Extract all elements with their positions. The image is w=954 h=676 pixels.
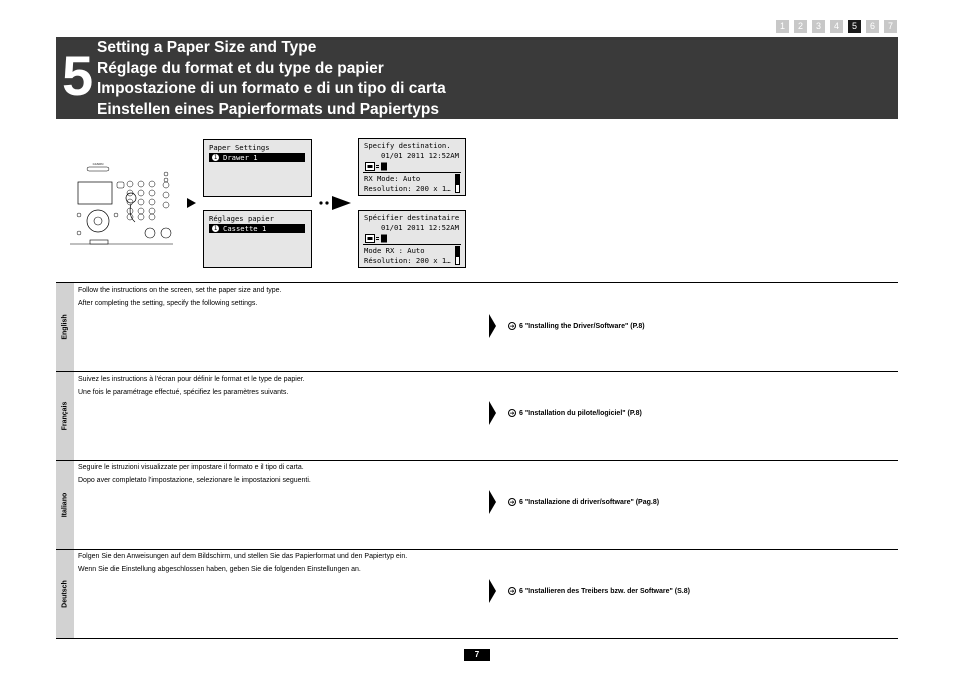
reference-text: 6 "Installieren des Treibers bzw. der Software" (S.8) (519, 587, 690, 595)
destination-icon (365, 234, 389, 243)
instruction-line: After completing the setting, specify the following settings. (78, 300, 258, 307)
panel-brand-label: CANON (92, 162, 104, 166)
lcd-item-label: Cassette 1 (223, 224, 267, 233)
instruction-text-english (78, 284, 282, 310)
lcd-selected-item (209, 153, 305, 162)
lcd-scrollbar (455, 246, 460, 265)
lcd-scrollbar (455, 174, 460, 193)
lcd-specify-destination-en (358, 138, 466, 196)
arrow-dots-icon (318, 196, 352, 210)
step-navigator (776, 20, 897, 33)
arrow-circle-icon: ➔ (509, 324, 515, 330)
lcd-resolution: Resolution: 200 x 1… (364, 184, 451, 193)
title-german: Einstellen eines Papierformats und Papiertyps (97, 100, 439, 118)
lcd-title: Réglages papier (209, 214, 274, 223)
page-number: 7 (464, 649, 490, 661)
title-italian: Impostazione di un formato e di un tipo di carta (97, 80, 446, 97)
lang-label-italian: Italiano (61, 492, 69, 518)
info-badge-icon: 1 (213, 154, 218, 161)
step-5-current[interactable]: 5 (848, 20, 861, 33)
lcd-selected-item (209, 224, 305, 233)
instruction-line: Follow the instructions on the screen, set the paper size and type. (78, 287, 282, 294)
info-badge-icon: 1 (213, 225, 218, 232)
lcd-title: Paper Settings (209, 143, 270, 152)
lcd-title: Spécifier destinataire (364, 213, 460, 222)
reference-text: 6 "Installation du pilote/logiciel" (P.8) (519, 409, 642, 417)
reference-link-german[interactable] (489, 579, 690, 603)
step-3[interactable]: 3 (812, 20, 825, 33)
lcd-paper-settings-en (203, 139, 312, 197)
instruction-text-italian (78, 461, 311, 487)
pointer-icon (489, 490, 496, 514)
instruction-text-french (78, 373, 305, 399)
instruction-line: Une fois le paramétrage effectué, spécifiez les paramètres suivants. (78, 389, 289, 396)
section-divider (56, 282, 898, 283)
title-french: Réglage du format et du type de papier (97, 59, 384, 77)
arrow-right-icon (187, 198, 196, 208)
instruction-line: Wenn Sie die Einstellung abgeschlossen haben, geben Sie die folgenden Einstellungen an. (78, 566, 361, 573)
reference-link-italian[interactable] (489, 490, 659, 514)
title-english: Setting a Paper Size and Type (97, 39, 317, 56)
lcd-datetime: 01/01 2011 12:52AM (381, 223, 459, 232)
lcd-separator (363, 172, 461, 173)
reference-link-french[interactable] (489, 401, 642, 425)
step-1[interactable]: 1 (776, 20, 789, 33)
destination-icon (365, 162, 389, 171)
instruction-line: Seguire le istruzioni visualizzate per impostare il formato e il tipo di carta. (78, 464, 304, 471)
instruction-line: Folgen Sie den Anweisungen auf dem Bildschirm, und stellen Sie das Papierformat und den Papiertyp ein. (78, 553, 408, 560)
lcd-rx-mode: RX Mode: Auto (364, 174, 421, 183)
lang-label-french: Français (61, 401, 69, 431)
arrow-circle-icon: ➔ (509, 589, 515, 595)
pointer-icon (489, 579, 496, 603)
lcd-title: Specify destination. (364, 141, 451, 150)
lcd-resolution: Résolution: 200 x 1… (364, 256, 451, 265)
section-header (56, 37, 898, 119)
arrow-circle-icon: ➔ (509, 411, 515, 417)
instruction-text-german (78, 550, 407, 576)
step-2[interactable]: 2 (794, 20, 807, 33)
lcd-datetime: 01/01 2011 12:52AM (381, 151, 459, 160)
arrow-circle-icon: ➔ (509, 500, 515, 506)
lcd-paper-settings-fr (203, 210, 312, 268)
step-number: 5 (62, 44, 94, 107)
operation-panel-illustration (70, 160, 175, 250)
lcd-item-label: Drawer 1 (223, 153, 258, 162)
step-7[interactable]: 7 (884, 20, 897, 33)
section-divider (56, 371, 898, 372)
instruction-line: Dopo aver completato l'impostazione, selezionare le impostazioni seguenti. (78, 477, 311, 484)
instruction-line: Suivez les instructions à l'écran pour définir le format et le type de papier. (78, 376, 305, 383)
pointer-icon (489, 401, 496, 425)
pointer-icon (489, 314, 496, 338)
section-titles (97, 38, 446, 120)
lcd-rx-mode: Mode RX : Auto (364, 246, 425, 255)
lang-label-german: Deutsch (61, 580, 69, 608)
reference-text: 6 "Installazione di driver/software" (Pag.8) (519, 498, 660, 506)
reference-link-english[interactable] (489, 314, 645, 338)
lang-label-english: English (61, 314, 69, 340)
step-4[interactable]: 4 (830, 20, 843, 33)
lcd-specify-destination-fr (358, 210, 466, 268)
step-6[interactable]: 6 (866, 20, 879, 33)
reference-text: 6 "Installing the Driver/Software" (P.8) (519, 322, 645, 330)
lcd-separator (363, 244, 461, 245)
section-divider (56, 638, 898, 639)
